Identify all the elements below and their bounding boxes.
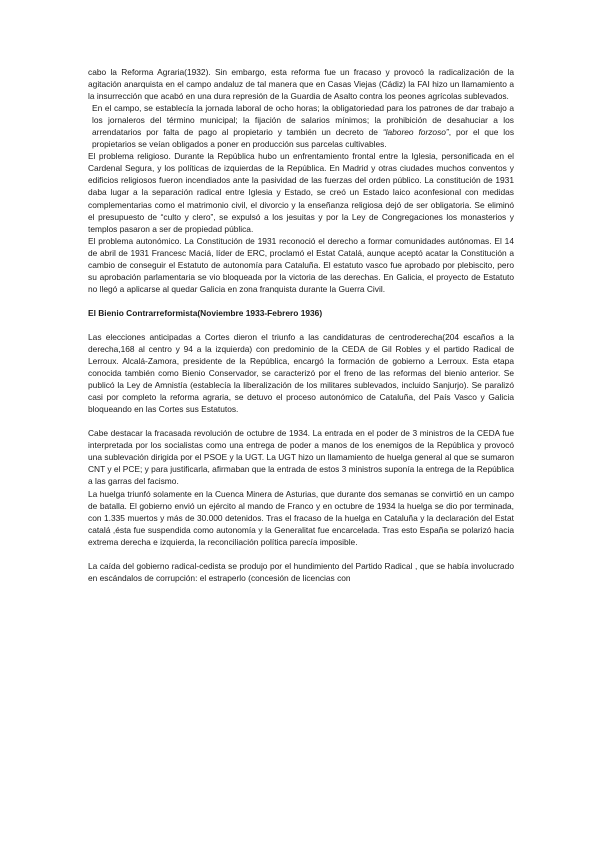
spacer xyxy=(88,548,514,560)
paragraph-campo-text-b: , por el que los propietarios se veían obligados a poner en producción sus parcelas cultivables. xyxy=(92,127,515,150)
laboreo-forzoso-term: “laboreo forzoso” xyxy=(382,127,449,138)
paragraph-campo xyxy=(88,102,514,150)
document-body xyxy=(88,66,514,584)
paragraph-revolucion-octubre: Cabe destacar la fracasada revolución de octubre de 1934. La entrada en el poder de 3 ministros de la CEDA fue interpretada por los socialistas como una entrega de poder a manos de los enemigos de la República y provocó una sublevación dirigida por el PSOE y la UGT. La UGT hizo un llamamiento de huelga general al que se sumaron CNT y el PCE; y para justificarla, afirmaban que la entrada de estos 3 ministros suponía la entrega de la República a las garras del facismo. xyxy=(88,428,514,487)
section-heading: El Bienio Contrarreformista(Noviembre 1933-Febrero 1936) xyxy=(88,307,323,318)
paragraph-problema-autonomico: El problema autonómico. La Constitución de 1931 reconoció el derecho a formar comunidades autónomas. El 14 de abril de 1931 Francesc Maciá, líder de ERC, proclamó el Estat Catalá, aunque aceptó acatar la Constitución a cambio de conseguir el Estatuto de autonomía para Cataluña. El estatuto vasco fue aprobado por plebiscito, pero su aprobación parlamentaria se vio bloqueada por la victoria de las derechas. En Galicia, el proyecto de Estatuto no llegó a aplicarse al quedar Galicia en zona franquista durante la Guerra Civil. xyxy=(88,235,514,294)
paragraph-huelga-asturias: La huelga triunfó solamente en la Cuenca Minera de Asturias, que durante dos semanas se convirtió en un campo de batalla. El gobierno envió un ejército al mando de Franco y en octubre de 1934 la huelga se dio por terminada, con 1.335 muertos y más de 30.000 detenidos. Tras el fracaso de la huelga en Cataluña y la declaración del Estat catalá ,ésta fue suspendida como autonomía y la Generalitat fue encarcelada. Tras esto España se polarizó hacia extrema derecha e izquierda, la reconciliación política parecía imposible. xyxy=(88,488,514,547)
paragraph-elecciones: Las elecciones anticipadas a Cortes dieron el triunfo a las candidaturas de centroderecha(204 escaños a la derecha,168 al centro y 94 a la izquierda) con predominio de la CEDA de Gil Robles y el partido Radical de Lerroux. Alcalá-Zamora, presidente de la República, encargó la formación de gobierno a Lerroux. Esta etapa conocida también como Bienio Conservador, se caracterizó por el freno de las reformas del bienio anterior. Se publicó la Ley de Amnistía (establecía la liberalización de los militares sublevados, incluido Sanjurjo). Se paralizó casi por completo la reforma agraria, se detuvo el proceso autonómico de Cataluña, del País Vasco y Galicia bloqueando en las Cortes sus Estatutos. xyxy=(88,331,514,415)
spacer xyxy=(88,295,514,307)
paragraph-campo-text-a: En el campo, se establecía la jornada laboral de ocho horas; la obligatoriedad para los patrones de dar trabajo a los jornaleros del término municipal; la fijación de salarios mínimos; la prohibición de desahuciar a los arrendatarios por falta de pago al propietario y también un decreto de xyxy=(92,103,514,138)
paragraph-caida-gobierno: La caída del gobierno radical-cedista se produjo por el hundimiento del Partido Radical , que se había involucrado en escándalos de corrupción: el estraperlo (concesión de licencias con xyxy=(88,560,514,583)
spacer xyxy=(88,415,514,427)
spacer xyxy=(88,319,514,331)
paragraph-reforma-agraria: cabo la Reforma Agraria(1932). Sin embargo, esta reforma fue un fracaso y provocó la radicalización de la agitación anarquista en el campo andaluz de tal manera que en Casas Viejas (Cádiz) la FAI hizo un llamamiento a la insurrección que acabó en una dura represión de la Guardia de Asalto contra los peones agrícolas sublevados. xyxy=(88,67,514,102)
paragraph-problema-religioso: El problema religioso. Durante la República hubo un enfrentamiento frontal entre la Iglesia, personificada en el Cardenal Segura, y los políticas de izquierdas de la República. En Madrid y otras ciudades muchos conventos y edificios religiosos fueron incendiados ante la pasividad de las fuerzas del orden público. La constitución de 1931 daba lugar a la separación radical entre Iglesia y Estado, se creó un Estado laico aconfesional con medidas complementarias como el matrimonio civil, el divorcio y la enseñanza religiosa dejó de ser obligatoria. Se eliminó el presupuesto de “culto y clero”, se expulsó a los jesuitas y por la Ley de Congregaciones los monasterios y templos pasaron a ser de propiedad pública. xyxy=(88,151,514,234)
